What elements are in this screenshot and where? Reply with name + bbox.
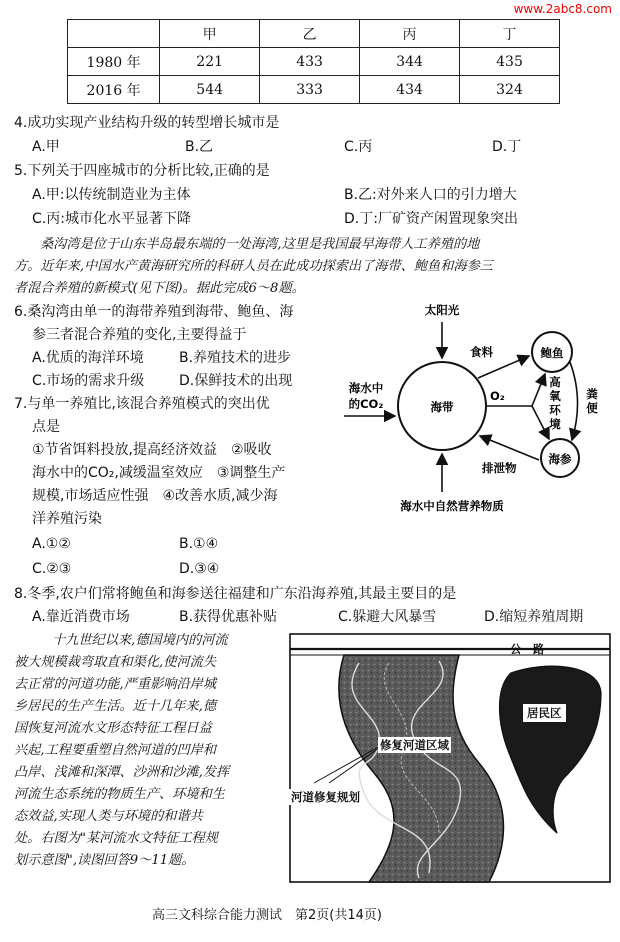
- oxygen-env-char: 环: [549, 403, 561, 417]
- question-5-stem: 5.下列关于四座城市的分析比较,正确的是: [14, 163, 270, 179]
- passage-2-line: 乡居民的生产生活。近十几年来,德: [14, 699, 217, 714]
- q7-option-c[interactable]: C.②③: [32, 561, 72, 577]
- q6-option-d[interactable]: D.保鲜技术的出现: [179, 373, 293, 389]
- q8-option-b[interactable]: B.获得优惠补贴: [179, 609, 278, 625]
- q5-option-c[interactable]: C.丙:城市化水平显著下降: [32, 211, 191, 227]
- city-data-table: [67, 19, 560, 104]
- table-row: [68, 76, 560, 104]
- sea-cucumber-label: 海参: [548, 452, 572, 466]
- excrement-char: 便: [586, 401, 598, 415]
- restore-area-label: 修复河道区域: [380, 738, 449, 752]
- q7-item-line: 洋养殖污染: [32, 511, 102, 527]
- table-cell: 434: [360, 76, 460, 104]
- table-cell: 433: [260, 48, 360, 76]
- passage-2-line: 态效益,实现人类与环境的和谐共: [14, 809, 203, 824]
- q7-item-line: ①节省饵料投放,提高经济效益 ②吸收: [32, 442, 272, 458]
- table-cell: 2016 年: [68, 76, 160, 104]
- passage-2-line: 兴起,工程要重塑自然河道的凹岸和: [14, 743, 217, 758]
- q8-option-a[interactable]: A.靠近消费市场: [32, 609, 130, 625]
- passage-2-line: 被大规模裁弯取直和渠化,使河流失: [14, 655, 217, 670]
- river-restoration-map: [289, 633, 611, 883]
- passage-2-line: 国恢复河流水文形态特征工程日益: [14, 721, 212, 736]
- o2-to-sea-cucumber-arrow: [532, 406, 549, 439]
- table-cell: 甲: [160, 20, 260, 48]
- aquaculture-diagram: [340, 300, 610, 540]
- table-cell: 344: [360, 48, 460, 76]
- q4-option-b[interactable]: B.乙: [185, 139, 214, 155]
- co2-label-line1: 海水中: [348, 381, 384, 395]
- discharge-label: 排泄物: [482, 461, 517, 475]
- river-plan-label: 河道修复规划: [291, 790, 360, 804]
- passage-2-line: 划示意图",读图回答9～11题。: [14, 853, 195, 868]
- q6-option-a[interactable]: A.优质的海洋环境: [32, 350, 144, 366]
- passage-1-line: 者混合养殖的新模式(见下图)。据此完成6～8题。: [14, 281, 305, 296]
- question-7-stem: 7.与单一养殖比,该混合养殖模式的突出优: [14, 396, 270, 412]
- table-cell: 221: [160, 48, 260, 76]
- question-8-stem: 8.冬季,农户们常将鲍鱼和海参送往福建和广东沿海养殖,其最主要目的是: [14, 586, 457, 602]
- table-cell: 544: [160, 76, 260, 104]
- q8-option-c[interactable]: C.躲避大风暴雪: [338, 609, 437, 625]
- table-cell: 丙: [360, 20, 460, 48]
- discharge-arrow: [480, 436, 539, 460]
- abalone-label: 鲍鱼: [540, 346, 564, 360]
- q5-option-b[interactable]: B.乙:对外来人口的引力增大: [344, 187, 517, 203]
- excrement-char: 粪: [586, 387, 598, 401]
- excrement-arrow: [570, 362, 578, 440]
- nutrients-label: 海水中自然营养物质: [400, 499, 504, 513]
- o2-to-abalone-arrow: [532, 374, 545, 406]
- table-cell: 1980 年: [68, 48, 160, 76]
- q7-option-a[interactable]: A.①②: [32, 536, 71, 552]
- o2-label: O₂: [490, 389, 505, 403]
- table-header-row: [68, 20, 560, 48]
- table-cell: [68, 20, 160, 48]
- oxygen-env-char: 氧: [549, 389, 561, 403]
- passage-2-line: 处。右图为"某河流水文特征工程规: [14, 831, 218, 846]
- question-6-stem: 6.桑沟湾由单一的海带养殖到海带、鲍鱼、海: [14, 304, 294, 320]
- question-7-stem: 点是: [32, 419, 60, 435]
- q7-item-line: 海水中的CO₂,减缓温室效应 ③调整生产: [32, 465, 286, 481]
- table-cell: 435: [460, 48, 560, 76]
- oxygen-env-char: 高: [549, 375, 561, 389]
- kelp-label: 海带: [430, 400, 454, 414]
- passage-2-line: 去正常的河道功能,严重影响沿岸城: [14, 677, 217, 692]
- sunlight-label: 太阳光: [424, 303, 460, 317]
- feed-arrow: [478, 356, 529, 378]
- q5-option-a[interactable]: A.甲:以传统制造业为主体: [32, 187, 191, 203]
- question-4-stem: 4.成功实现产业结构升级的转型增长城市是: [14, 115, 280, 131]
- passage-2-line: 凸岸、浅滩和深潭、沙洲和沙滩,发挥: [14, 765, 230, 780]
- passage-1-line: 方。近年来,中国水产黄海研究所的科研人员在此成功探索出了海带、鲍鱼和海参三: [14, 259, 493, 274]
- q7-item-line: 规模,市场适应性强 ④改善水质,减少海: [32, 488, 278, 504]
- q4-option-c[interactable]: C.丙: [344, 139, 373, 155]
- table-cell: 324: [460, 76, 560, 104]
- feed-label: 食料: [470, 345, 493, 359]
- passage-2-line: 十九世纪以来,德国境内的河流: [52, 633, 228, 648]
- page-footer: 高三文科综合能力测试 第2页(共14页): [152, 908, 382, 923]
- q4-option-d[interactable]: D.丁: [492, 139, 522, 155]
- residential-label: 居民区: [523, 704, 566, 722]
- table-cell: 乙: [260, 20, 360, 48]
- watermark: www.2abc8.com: [513, 2, 612, 16]
- q4-option-a[interactable]: A.甲: [32, 139, 60, 155]
- q5-option-d[interactable]: D.丁:厂矿资产闲置现象突出: [344, 211, 518, 227]
- oxygen-env-char: 境: [549, 417, 561, 431]
- table-cell: 333: [260, 76, 360, 104]
- table-row: [68, 48, 560, 76]
- road-label: 公 路: [510, 642, 545, 656]
- q6-option-c[interactable]: C.市场的需求升级: [32, 373, 145, 389]
- table-cell: 丁: [460, 20, 560, 48]
- q6-option-b[interactable]: B.养殖技术的进步: [179, 350, 292, 366]
- q8-option-d[interactable]: D.缩短养殖周期: [484, 609, 584, 625]
- q7-option-d[interactable]: D.③④: [179, 561, 220, 577]
- passage-2-line: 河流生态系统的物质生产、环境和生: [14, 787, 225, 802]
- question-6-stem: 参三者混合养殖的变化,主要得益于: [32, 327, 247, 343]
- passage-1-line: 桑沟湾是位于山东半岛最东端的一处海湾,这里是我国最早海带人工养殖的地: [40, 237, 480, 252]
- q7-option-b[interactable]: B.①④: [179, 536, 219, 552]
- co2-label-line2: 的CO₂: [348, 397, 384, 411]
